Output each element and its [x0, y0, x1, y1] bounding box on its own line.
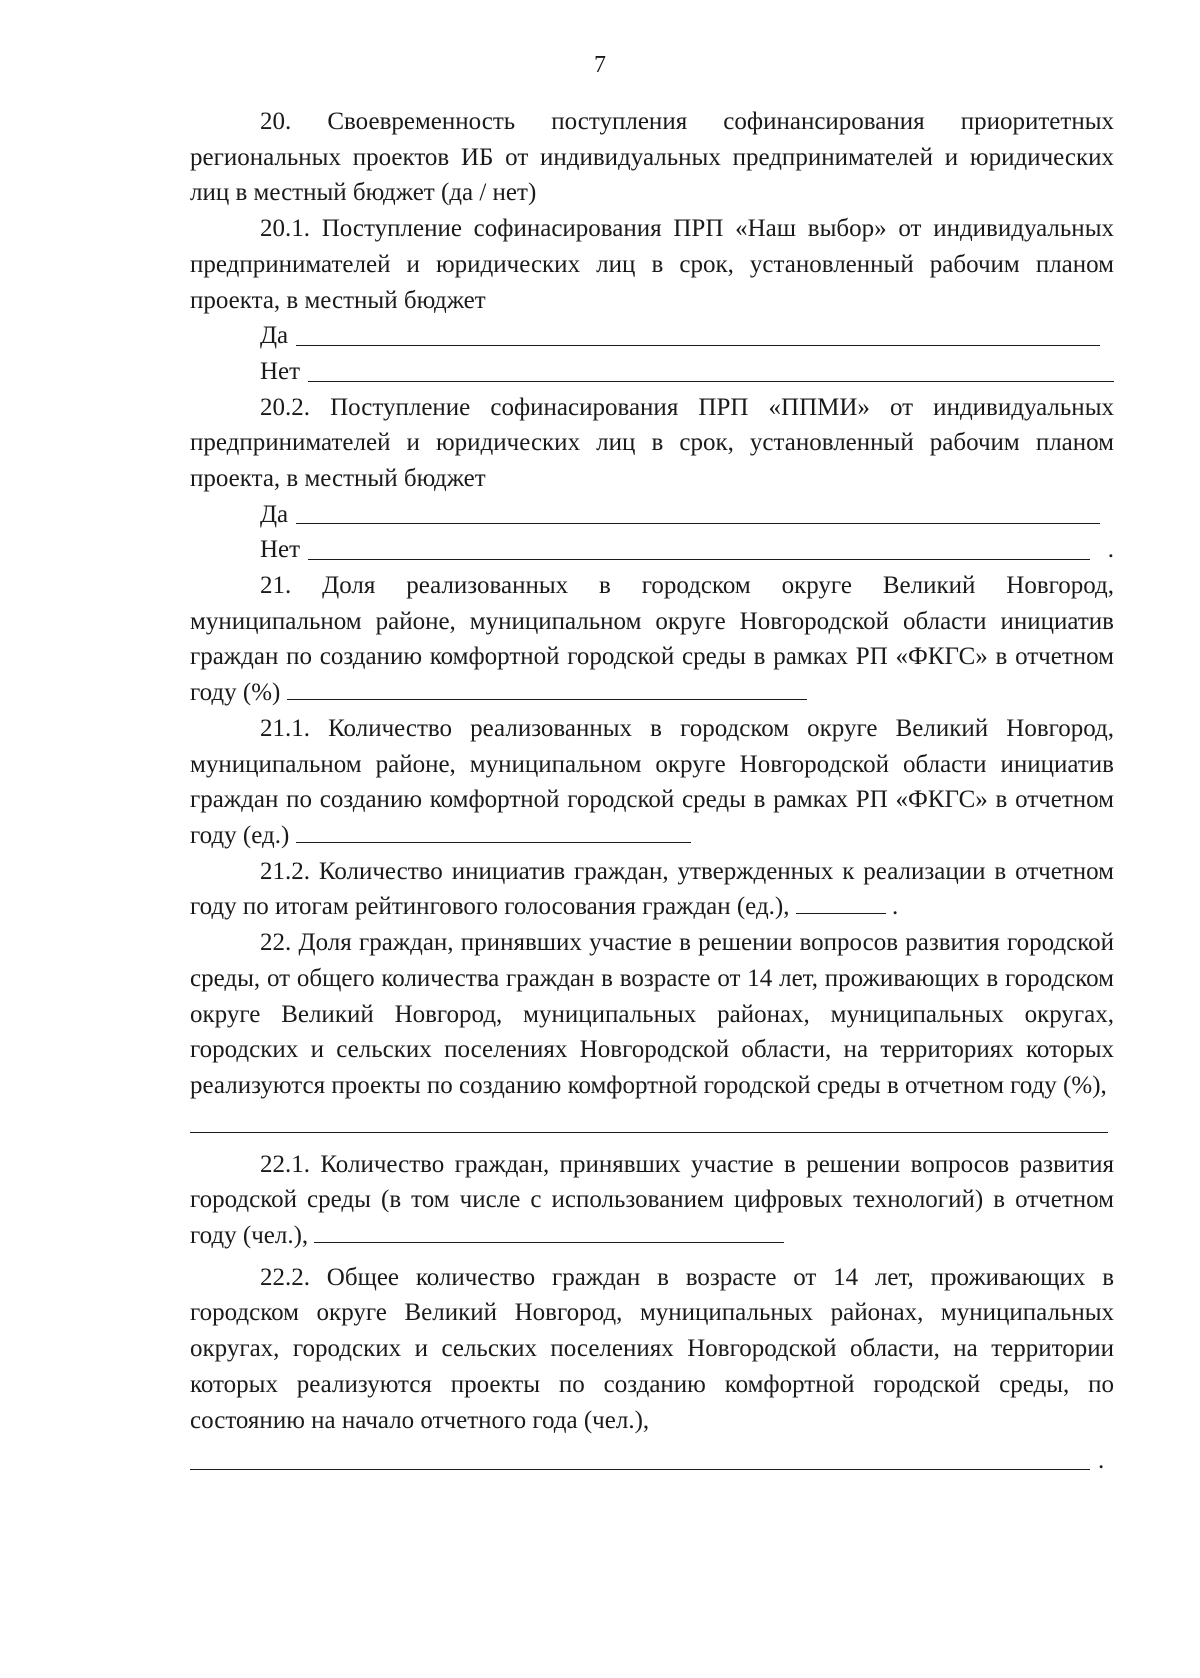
item-20-2-text: 20.2. Поступление софинасирования ПРП «ППМИ» от индивидуальных предпринимателей и юридических лиц в срок, установленный рабочим планом проекта, в местный бюджет: [190, 393, 1114, 492]
item-20-1-text: 20.1. Поступление софинасирования ПРП «Наш выбор» от индивидуальных предпринимателей и юридических лиц в срок, установленный рабочим планом проекта, в местный бюджет: [190, 215, 1114, 314]
item-21-2-label: 21.2. Количество инициатив граждан, утвержденных к реализации в отчетном году по итогам рейтингового голосования граждан (ед.),: [190, 857, 1114, 921]
item-22-1-text: [190, 1147, 1114, 1254]
no-answer-line[interactable]: [308, 381, 1114, 382]
item-22-answer-line[interactable]: [190, 1132, 1108, 1133]
item-21-1-label: 21.1. Количество реализованных в городском округе Великий Новгород, муниципальном районе, муниципальном округе Новгородской области инициатив граждан по созданию комфортной городской среды в рамках РП «ФКГС» в отчетном году (ед.): [190, 714, 1114, 849]
yes-label: Да: [260, 322, 289, 350]
no-label: Нет: [260, 536, 301, 564]
item-22-1-answer-line[interactable]: [314, 1224, 784, 1243]
item-22-2-answer-row: [190, 1438, 1114, 1478]
yes-answer-line[interactable]: [296, 345, 1100, 346]
item-21-2-answer-line[interactable]: [796, 895, 886, 914]
item-22-text: 22. Доля граждан, принявших участие в решении вопросов развития городской среды, от общего количества граждан в возрасте от 14 лет, проживающих в городском округе Великий Новгород, муниципальных районах, муниципальных округах, городских и сельских поселениях Новгородской области, на территориях которых реализуются проекты по созданию комфортной городской среды в отчетном году (%),: [190, 929, 1114, 1099]
item-21-label: 21. Доля реализованных в городском округе Великий Новгород, муниципальном районе, муниципальном округе Новгородской области инициатив граждан по созданию комфортной городской среды в рамках РП «ФКГС» в отчетном году (%): [190, 572, 1114, 707]
item-22-1-label: 22.1. Количество граждан, принявших участие в решении вопросов развития городской среды (в том числе с использованием цифровых технологий) в отчетном году (чел.),: [190, 1150, 1114, 1250]
trailing-dot: .: [1098, 1446, 1105, 1474]
trailing-dot: .: [892, 893, 899, 921]
item-22-2-text: 22.2. Общее количество граждан в возрасте от 14 лет, проживающих в городском округе Великий Новгород, муниципальных районах, муниципальных округах, городских и сельских поселениях Новгородской области, на территории которых реализуются проекты по созданию комфортной городской среды, по состоянию на начало отчетного года (чел.),: [190, 1263, 1114, 1434]
item-22-2-answer-line[interactable]: [190, 1469, 1090, 1470]
yes-label: Да: [260, 500, 289, 528]
page-number: 7: [594, 52, 606, 78]
item-21-1-answer-line[interactable]: [296, 824, 691, 843]
item-21-2-text: [190, 854, 1114, 925]
item-21-answer-line[interactable]: [287, 681, 807, 700]
no-label: Нет: [260, 357, 301, 385]
no-answer-line[interactable]: [308, 559, 1090, 560]
item-20-2-no-row: [190, 532, 1114, 568]
yes-answer-line[interactable]: [296, 523, 1100, 524]
item-20-1-yes-row: [190, 318, 1114, 354]
document-body: [190, 104, 1114, 1478]
item-20-text: 20. Своевременность поступления софинансирования приоритетных региональных проектов ИБ от индивидуальных предпринимателей и юридических лиц в местный бюджет (да / нет): [190, 108, 1114, 207]
trailing-dot: .: [1107, 536, 1114, 564]
item-20-2-yes-row: [190, 497, 1114, 533]
item-21-text: [190, 568, 1114, 711]
item-21-1-text: [190, 711, 1114, 854]
item-20-1-no-row: [190, 354, 1114, 390]
